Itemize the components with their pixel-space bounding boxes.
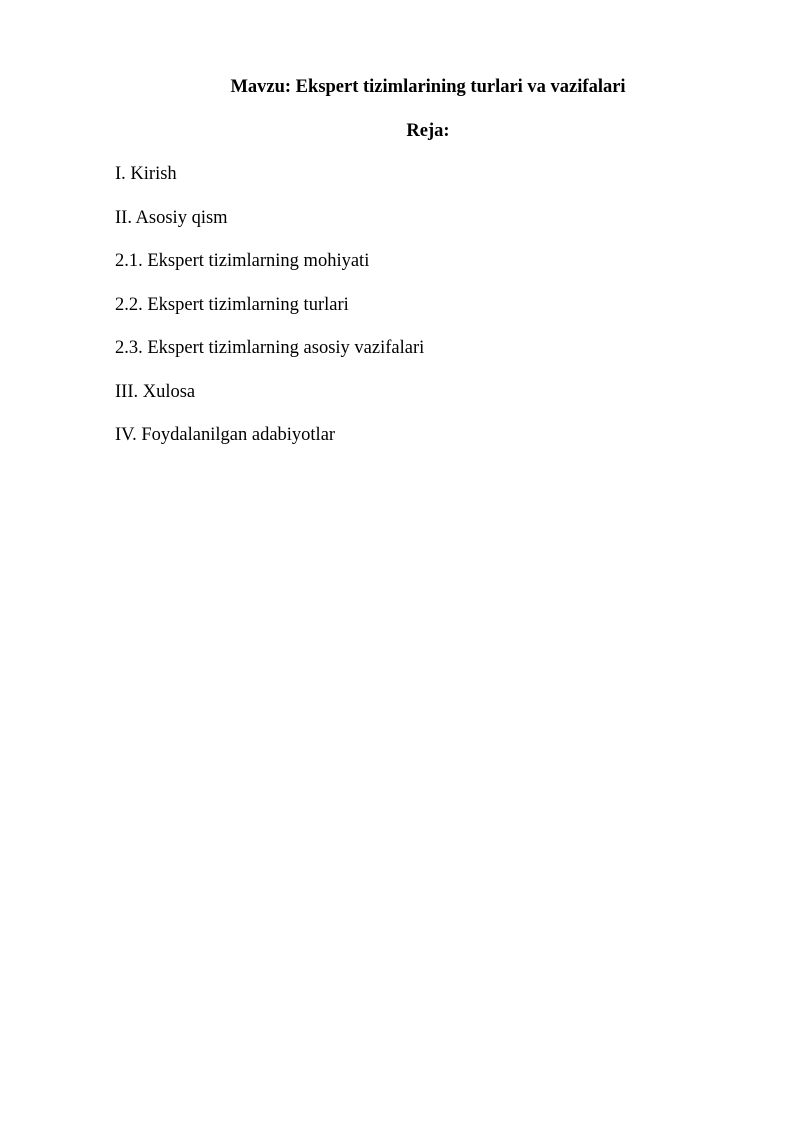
plan-item-references: IV. Foydalanilgan adabiyotlar [115,425,336,445]
plan-item-2-2: 2.2. Ekspert tizimlarning turlari [115,294,349,315]
document-title: Mavzu: Ekspert tizimlarining turlari va vazifalari [230,77,626,97]
plan-heading: Reja: [406,121,450,141]
plan-item-2-3: 2.3. Ekspert tizimlarning asosiy vazifalari [115,338,425,358]
plan-item-conclusion: III. Xulosa [115,381,196,402]
plan-list [115,162,715,467]
plan-item-main: II. Asosiy qism [115,207,228,228]
plan-item-2-1: 2.1. Ekspert tizimlarning mohiyati [115,251,370,271]
plan-item-intro: I. Kirish [115,164,177,184]
